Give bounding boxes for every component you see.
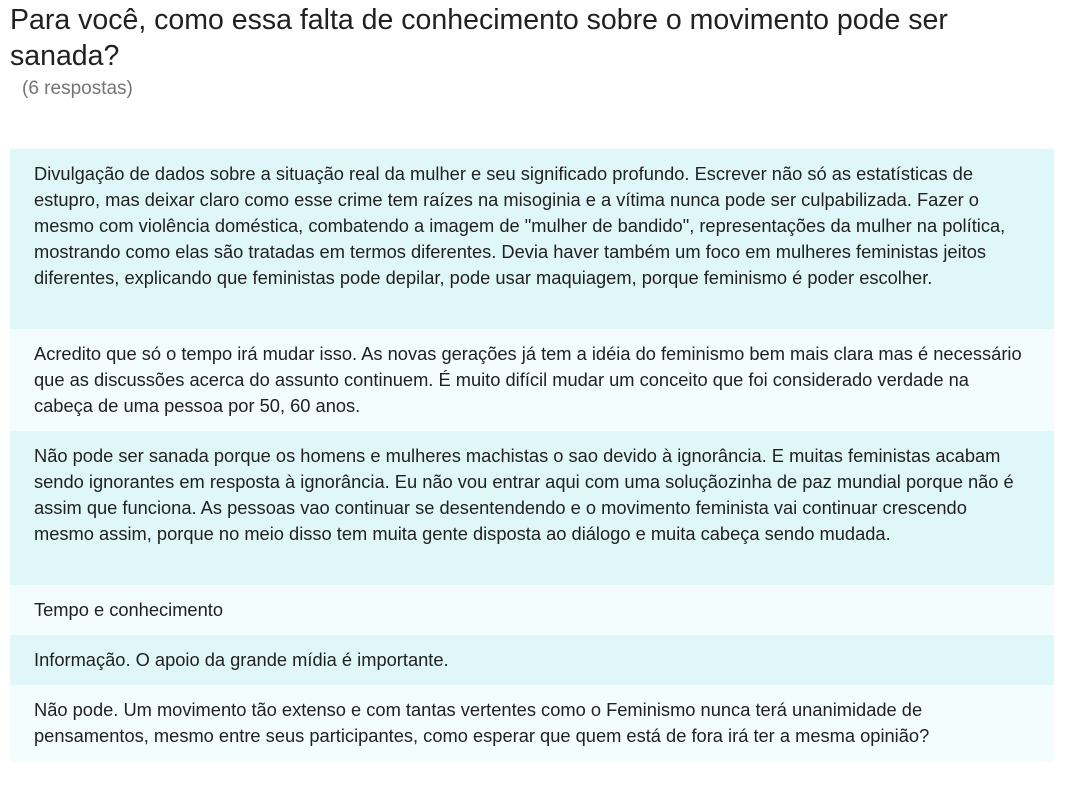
response-item: Informação. O apoio da grande mídia é importante. — [10, 635, 1054, 685]
question-title: Para você, como essa falta de conhecimento sobre o movimento pode ser sanada? — [10, 4, 948, 72]
response-item: Tempo e conhecimento — [10, 585, 1054, 635]
response-count: (6 respostas) — [22, 78, 133, 99]
response-item: Não pode. Um movimento tão extenso e com tantas vertentes como o Feminismo nunca terá unanimidade de pensamentos, mesmo entre seus participantes, como esperar que quem está de fora irá ter a mesma opinião? — [10, 685, 1054, 762]
response-item: Acredito que só o tempo irá mudar isso. As novas gerações já tem a idéia do feminismo bem mais clara mas é necessário que as discussões acerca do assunto continuem. É muito difícil mudar um conceito que foi considerado verdade na cabeça de uma pessoa por 50, 60 anos. — [10, 329, 1054, 431]
responses-list — [10, 149, 1054, 762]
response-item: Divulgação de dados sobre a situação real da mulher e seu significado profundo. Escrever não só as estatísticas de estupro, mas deixar claro como esse crime tem raízes na misoginia e a vítima nunca pode ser culpabilizada. Fazer o mesmo com violência doméstica, combatendo a imagem de "mulher de bandido", representações da mulher na política, mostrando como elas são tratadas em termos diferentes. Devia haver também um foco em mulheres feministas jeitos diferentes, explicando que feministas pode depilar, pode usar maquiagem, porque feminismo é poder escolher. — [10, 149, 1054, 329]
response-item: Não pode ser sanada porque os homens e mulheres machistas o sao devido à ignorância. E muitas feministas acabam sendo ignorantes em resposta à ignorância. Eu não vou entrar aqui com uma soluçãozinha de paz mundial porque não é assim que funciona. As pessoas vao continuar se desentendendo e o movimento feminista vai continuar crescendo mesmo assim, porque no meio disso tem muita gente disposta ao diálogo e muita cabeça sendo mudada. — [10, 431, 1054, 585]
